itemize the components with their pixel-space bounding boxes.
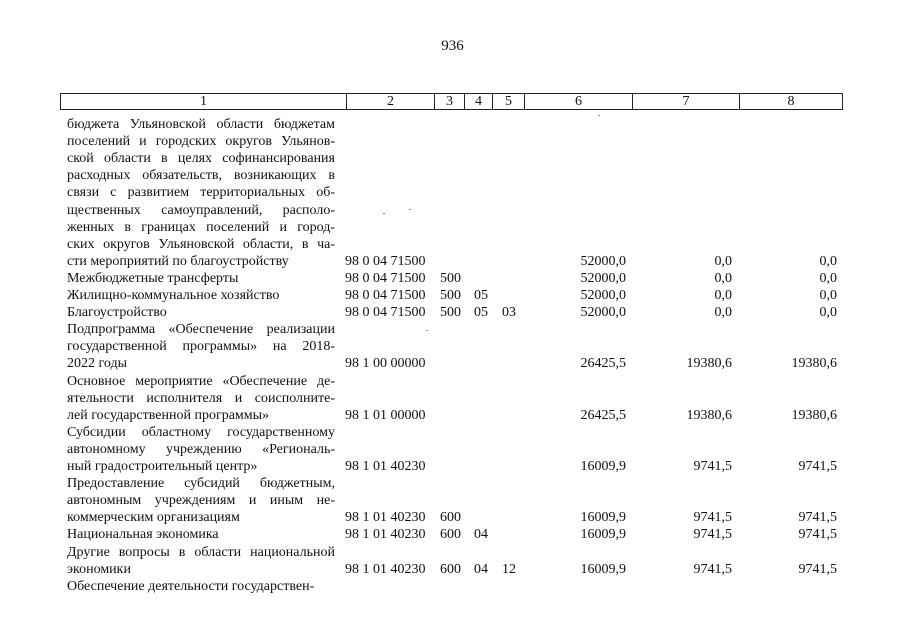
row-expense-type: 600 <box>440 510 461 526</box>
column-header-5: 5 <box>492 94 524 109</box>
row-value-col8: 9741,5 <box>798 527 837 543</box>
row-section: 05 <box>474 305 488 321</box>
row-value-col8: 19380,6 <box>791 356 837 372</box>
table-row <box>0 475 905 492</box>
row-value-col8: 0,0 <box>819 253 837 269</box>
table-row <box>0 424 905 441</box>
row-subsection: 03 <box>502 305 516 321</box>
row-code: 98 1 01 40230 <box>345 510 426 526</box>
table-row <box>0 441 905 458</box>
row-value-col7: 19380,6 <box>686 356 732 372</box>
table-row <box>0 287 905 304</box>
column-header-8: 8 <box>739 94 842 109</box>
row-value-col6: 16009,9 <box>580 459 626 474</box>
row-description: расходных обязательств, возникающих в <box>67 168 335 184</box>
table-row <box>0 167 905 184</box>
table-row <box>0 544 905 561</box>
column-header-7: 7 <box>632 94 739 109</box>
table-row <box>0 338 905 355</box>
row-description: коммерческим организациям <box>67 510 240 526</box>
column-header-4: 4 <box>464 94 492 109</box>
row-value-col6: 52000,0 <box>580 288 626 303</box>
row-value-col7: 0,0 <box>714 253 732 269</box>
table-row <box>0 184 905 201</box>
table-row <box>0 133 905 150</box>
scan-speck <box>426 330 428 331</box>
table-row <box>0 270 905 287</box>
row-description: поселений и городских округов Ульянов- <box>67 134 335 150</box>
table-row <box>0 526 905 543</box>
table-row <box>0 355 905 372</box>
row-value-col7: 9741,5 <box>693 510 732 526</box>
row-description: государственной программы» на 2018- <box>67 339 335 355</box>
row-code: 98 1 01 00000 <box>345 407 426 423</box>
row-description: ятельности исполнителя и соисполните- <box>67 390 335 406</box>
table-row <box>0 373 905 390</box>
table-row <box>0 219 905 236</box>
row-value-col8: 0,0 <box>819 270 837 286</box>
column-header-6: 6 <box>524 94 632 109</box>
column-header-3: 3 <box>434 94 464 109</box>
row-value-col8: 9741,5 <box>798 561 837 577</box>
row-expense-type: 500 <box>440 270 461 286</box>
row-value-col8: 0,0 <box>819 288 837 303</box>
table-row <box>0 561 905 578</box>
row-expense-type: 600 <box>440 527 461 543</box>
row-description: Подпрограмма «Обеспечение реализации <box>67 322 335 338</box>
row-code: 98 1 01 40230 <box>345 459 426 474</box>
row-description: Национальная экономика <box>67 527 219 543</box>
row-value-col8: 9741,5 <box>798 510 837 526</box>
table-row <box>0 407 905 424</box>
row-section: 04 <box>474 561 488 577</box>
row-expense-type: 500 <box>440 305 461 321</box>
column-header-row <box>60 93 843 110</box>
row-description: связи с развитием территориальных об- <box>67 185 335 201</box>
row-subsection: 12 <box>502 561 516 577</box>
table-row <box>0 236 905 253</box>
table-row <box>0 253 905 270</box>
column-header-1: 1 <box>200 94 207 109</box>
row-value-col7: 9741,5 <box>693 459 732 474</box>
row-code: 98 0 04 71500 <box>345 270 426 286</box>
table-row <box>0 390 905 407</box>
row-value-col6: 52000,0 <box>580 305 626 321</box>
row-description: Жилищно-коммунальное хозяйство <box>67 288 280 303</box>
row-description: ских округов Ульяновской области, в ча- <box>67 236 335 252</box>
row-description: Межбюджетные трансферты <box>67 270 239 286</box>
table-row <box>0 509 905 526</box>
table-row <box>0 578 905 595</box>
row-description: щественных самоуправлений, располо- <box>67 202 335 218</box>
row-description: 2022 годы <box>67 356 128 372</box>
row-description: Обеспечение деятельности государствен- <box>67 578 315 594</box>
scan-speck <box>598 115 600 116</box>
row-expense-type: 500 <box>440 288 461 303</box>
scan-speck <box>409 209 411 210</box>
row-code: 98 1 01 40230 <box>345 561 426 577</box>
row-value-col8: 19380,6 <box>791 407 837 423</box>
row-value-col7: 0,0 <box>714 305 732 321</box>
row-value-col6: 52000,0 <box>580 270 626 286</box>
row-code: 98 1 01 40230 <box>345 527 426 543</box>
row-value-col6: 26425,5 <box>580 407 626 423</box>
row-section: 04 <box>474 527 488 543</box>
row-value-col7: 9741,5 <box>693 527 732 543</box>
table-row <box>0 321 905 338</box>
row-description: ской области в целях софинансирования <box>67 151 335 167</box>
table-row <box>0 304 905 321</box>
row-description: Субсидии областному государственному <box>67 424 335 440</box>
row-description: экономики <box>67 561 131 577</box>
row-value-col6: 16009,9 <box>580 561 626 577</box>
table-row <box>0 150 905 167</box>
row-description: Благоустройство <box>67 305 167 321</box>
row-description: Предоставление субсидий бюджетным, <box>67 476 335 492</box>
row-expense-type: 600 <box>440 561 461 577</box>
row-description: женных в границах поселений и город- <box>67 219 335 235</box>
row-description: Основное мероприятие «Обеспечение де- <box>67 373 335 389</box>
row-value-col6: 52000,0 <box>580 253 626 269</box>
row-description: ный градостроительный центр» <box>67 459 258 474</box>
row-section: 05 <box>474 288 488 303</box>
row-value-col6: 26425,5 <box>580 356 626 372</box>
row-value-col7: 0,0 <box>714 288 732 303</box>
row-code: 98 0 04 71500 <box>345 305 426 321</box>
scan-speck <box>383 213 385 214</box>
table-row <box>0 116 905 133</box>
row-description: бюджета Ульяновской области бюджетам <box>67 117 335 132</box>
row-value-col8: 0,0 <box>819 305 837 321</box>
table-row <box>0 458 905 475</box>
row-value-col7: 0,0 <box>714 270 732 286</box>
row-value-col6: 16009,9 <box>580 527 626 543</box>
row-description: сти мероприятий по благоустройству <box>67 253 289 269</box>
row-value-col8: 9741,5 <box>798 459 837 474</box>
table-row <box>0 492 905 509</box>
row-value-col7: 19380,6 <box>686 407 732 423</box>
row-value-col6: 16009,9 <box>580 510 626 526</box>
table-row <box>0 202 905 219</box>
row-value-col7: 9741,5 <box>693 561 732 577</box>
row-code: 98 1 00 00000 <box>345 356 426 372</box>
column-header-2: 2 <box>346 94 434 109</box>
page-number: 936 <box>441 38 464 54</box>
row-description: Другие вопросы в области национальной <box>67 544 335 560</box>
row-description: автономному учреждению «Региональ- <box>67 441 335 457</box>
row-description: автономным учреждениям и иным не- <box>67 493 335 509</box>
row-code: 98 0 04 71500 <box>345 288 426 303</box>
row-code: 98 0 04 71500 <box>345 253 426 269</box>
row-description: лей государственной программы» <box>67 407 270 423</box>
